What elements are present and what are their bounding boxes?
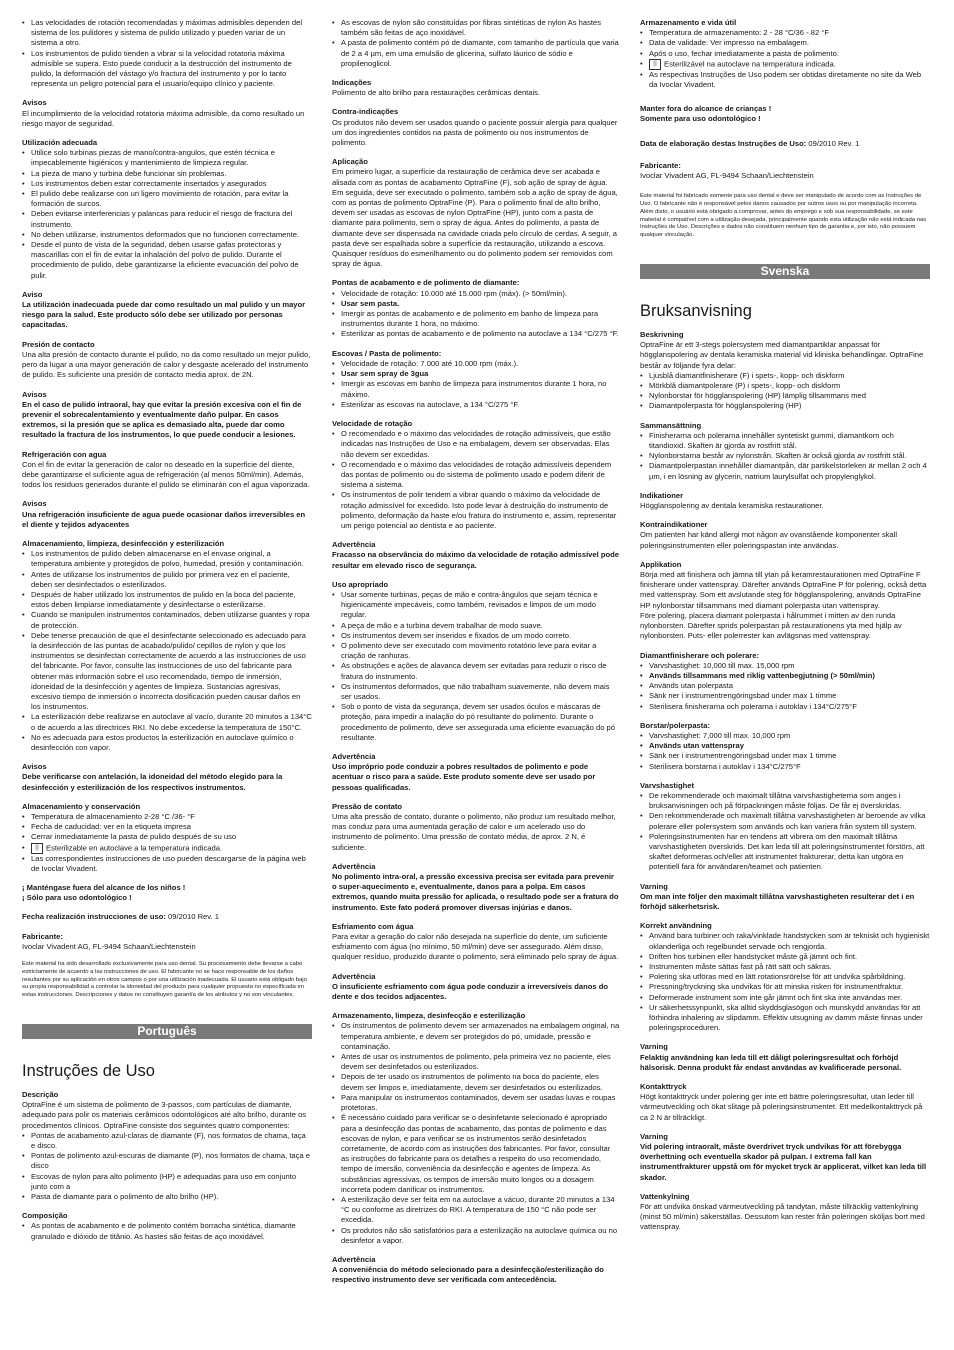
- list-item: • Velocidade de rotação: 10.000 até 15.000 rpm (máx). (> 50ml/min).: [332, 289, 620, 299]
- heading-advertencia: Advertência: [332, 540, 376, 550]
- heading-esfriamento: Esfriamento com água: [332, 921, 414, 931]
- list-descricao: [22, 1131, 312, 1202]
- list-item: [640, 59, 930, 70]
- paragraph: Os produtos não devem ser usados quando o paciente possuir alergia para qualquer um dos ingredientes contidos na pasta de polimento ou nos instrumentos de polimento.: [332, 117, 618, 148]
- heading-aviso: Aviso: [22, 289, 43, 299]
- heading-diamantfinisherare: Diamantfinisherare och polerare:: [640, 650, 760, 660]
- paragraph: För att undvika önskad värmeutveckling på tandytan, måste tillräcklig vattenkylning (minst 50 ml/min) säkerställas. Dessutom kan rester från poleringen sköljas bort med vattenspray.: [640, 1202, 925, 1232]
- list-item: • El pulido debe realizarse con un ligero movimiento de rotación, para evitar la formación de surcos.: [22, 189, 312, 209]
- heading-conservacion: Almacenamiento y conservación: [22, 801, 141, 811]
- heading-indicacoes: Indicações: [332, 78, 372, 88]
- keep-away-children: Manter fora do alcance de crianças !: [640, 104, 772, 114]
- keep-away-children: ¡ Manténgase fuera del alcance de los niños !: [22, 883, 186, 893]
- heading-pontas: Pontas de acabamento e de polimento de diamante:: [332, 278, 520, 288]
- heading-descricao: Descrição: [22, 1090, 59, 1100]
- list-uso: [332, 590, 620, 743]
- list-item: • Fecha de caducidad: ver en la etiqueta impresa: [22, 822, 312, 832]
- list-composicao: [22, 1221, 312, 1241]
- list-item: • Los instrumentos de pulido tienden a vibrar si la velocidad rotatoria máxima admisible se supera. Esto puede conducir a la destrucción del instrumento de pulido, la deformación del vástago y/o fractura del instrumento y por lo tanto representa un peligro potencial para el usuario/equipo clínico y paciente.: [22, 49, 312, 90]
- heading-avisos: Avisos: [22, 98, 47, 108]
- list-item: • Após o uso, fechar imediatamente a pasta de polimento.: [640, 49, 930, 59]
- date-line: [22, 912, 312, 922]
- list-item: • Pontas de polimento azul-escuras de diamante (P), nos formatos de chama, taça e disco: [22, 1151, 312, 1171]
- list-item: • Diamantpolerpasta för högglanspolering (HP): [640, 401, 930, 411]
- paragraph: Em primeiro lugar, a superfície da restauração de cerâmica deve ser acabada e alisada com as pontas de acabamento OptraFine (F), sob ação de spray de água. Em seguida, deve ser executado o polimento, também sob a ação de spray de água, com as pontas de polimento OptraFine (P). Para o polimento final de alto brilho, devem ser usadas as escovas de nylon OptraFine (HP), junto com a pasta de diamante para polimento, sem o spray de água. Antes do polimento, a pasta de diamante deve ser dispensada na cavidade criada pelo círculo de cerdas. A seguir, a pasta deve ser espalhada sobre a superfície da restauração, utilizando a escova. Quaisquer resíduos do esmerilhamento ou do polimento podem ser removidos com spray de água.: [332, 167, 618, 269]
- warning-text: Om man inte följer den maximalt tillåtna varvshastigheten resulterar det i en förhöjd säkerhetsrisk.: [640, 891, 915, 911]
- heading-pressao: Pressão de contato: [332, 801, 403, 811]
- list-item: • Ljusblå diamantfinisherare (F) i spets-, kopp- och diskform: [640, 371, 930, 381]
- list-item: • Nylonborstarna består av nylonstrån. Skaften är också gjorda av rostfritt stål.: [640, 451, 930, 461]
- paragraph: Högt kontakttryck under polering ger inte ett bättre poleringsresultat, utan leder till värmeutveckling och ökat slitage på poleringsinstrumentet. Ett medelkontakttryck på ca 2 N är tillräckligt.: [640, 1092, 923, 1122]
- list-item: • Usar sem pasta.: [332, 299, 620, 309]
- disclaimer: Este material foi fabricado somente para uso dental e deve ser manipulado de acordo com as Instruções de Uso. O fabricante não é responsável pelos danos causados por outros usos ou por manipulação incorreta. Além disto, o usuário está obrigado a comprovar, antes do emprego e sob sua responsabilidade, se este material é compatível com a utilização desejada, principalmente quando esta utilização não está indicada nas Instruções de Uso. Descrições e dados não constituem nenhum tipo de garantia e, por isto, não possuem qualquer vinculação.: [640, 193, 927, 239]
- list-utilizacion: [22, 148, 312, 281]
- list-item: • Sterilisera borstarna i autoklav i 134°C/275°F: [640, 762, 930, 772]
- list-item: • Os instrumentos deformados, que não trabalham suavemente, não devem mais ser usados.: [332, 682, 620, 702]
- paragraph: Högglanspolering av dentala keramiska restaurationer.: [640, 501, 824, 511]
- heading-refrigeracion: Refrigeración con agua: [22, 449, 107, 459]
- list-item: • Pasta de diamante para o polimento de alto brilho (HP).: [22, 1192, 312, 1202]
- manufacturer: Ivoclar Vivadent AG, FL-9494 Schaan/Liechtenstein: [22, 941, 196, 951]
- list-item: • Después de haber utilizado los instrumentos de pulido en la boca del paciente, estos deben limpiarse inmediatamente y desinfectarse o esterilizarse.: [22, 590, 312, 610]
- list-velocidade: [332, 429, 620, 531]
- page-title: Instruções de Uso: [22, 1062, 155, 1081]
- list-item: • Para manipular os instrumentos contaminados, devem ser usadas luvas e roupas protetoras.: [332, 1093, 620, 1113]
- date-label: Data de elaboração destas Instruções de Uso:: [640, 138, 807, 148]
- list-item: • Deben evitarse interferencias y palancas para reducir el riesgo de fractura del instrumento.: [22, 209, 312, 229]
- list-item: • Antes de utilizarse los instrumentos de pulido por primera vez en el paciente, deben ser desinfectados o esterilizados.: [22, 570, 312, 590]
- paragraph: Börja med att finishera och jämna till ytan på keramrestaurationen med OptraFine F finisherare under vattenspray. Därefter används OptraFine P för polering, också detta med vattenspray. Som ett avslutande steg för högglanspolering, används OptraFine HP nylonborstar tillsammans med diamant polerpasta utan vattenspray.: [640, 570, 927, 610]
- paragraph: Con el fin de evitar la generación de calor no deseado en la superficie del diente, debe garantizarse el suficiente agua de refrigeración (al menos 50ml/min). Además, todos los residuos generados durante el pulido se eliminarán con el agua vaporizada.: [22, 459, 310, 490]
- list-item: • O recomendado e o máximo das velocidades de rotação admissíveis dependem das pontas de polimento ou do sistema de polimento usado e podem diferir de sistema a sistema.: [332, 460, 620, 491]
- list-item: • Las velocidades de rotación recomendadas y máximas admisibles dependen del sistema de los pulidores y sistema de pulido utilizado y pueden variar de un sistema a otro.: [22, 18, 312, 49]
- heading-armazenamento-vida: Armazenamento e vida útil: [640, 18, 737, 27]
- list-item: • Esterilizar as escovas na autoclave, a 134 °C/275 °F.: [332, 400, 620, 410]
- list-item: • Pontas de acabamento azul-claras de diamante (F), nos formatos de chama, taça e disco.: [22, 1131, 312, 1151]
- list-item: • Används utan polerpasta: [640, 681, 930, 691]
- list-item: • La pieza de mano y turbina debe funcionar sin problemas.: [22, 169, 312, 179]
- heading-composicao: Composição: [22, 1211, 68, 1221]
- list-speed: [22, 18, 312, 89]
- list-item: • Diamantpolerpastan innehåller diamantpån, där partikelstorleken är mellan 2 och 4 µm, i en lösning av glycerin, natrium laurylsulfat och propylenglykol.: [640, 461, 930, 481]
- list-item: • É necessário cuidado para verificar se o desinfetante selecionado é apropriado para a desinfecção das pontas de acabamento, das pontas de polimento e das escovas de nylon, e para verificar se os instrumentos serão desinfetados corretamente, de acordo com as instruções dos fabricantes. Por favor, consultar as instruções do fabricante para os detalhes a respeito do uso recomendado, tempo de imersão, conveniência da desinfecção e agentes de limpeza. As substâncias agressivas, os tempos de imersão muito longos ou a dosagem incorreta podem danificar os instrumentos.: [332, 1113, 620, 1195]
- list-item: • Finisherarna och polerarna innehåller syntetiskt gummi, diamantkorn och titandioxid. Skaften är gjorda av rostfritt stål.: [640, 431, 930, 451]
- list-item: • Deformerade instrument som inte går jämnt och fint ska inte användas mer.: [640, 993, 930, 1003]
- heading-velocidade: Velocidade de rotação: [332, 418, 413, 428]
- list-composicao-cont: [332, 18, 620, 69]
- list-item: • Usar sem spray de 3gua: [332, 369, 620, 379]
- list-item: • Sob o ponto de vista da segurança, devem ser usados óculos e máscaras de proteção, para impedir a inalação do pó resultante do polimento. Durante o procedimento de polimento, deve ser assegurada uma eficiente evacuação do pó resultante.: [332, 702, 620, 743]
- date-line: [640, 139, 930, 149]
- dental-use-only: ¡ Sólo para uso odontológico !: [22, 893, 132, 903]
- list-beskrivning: [640, 371, 930, 412]
- list-item: • Använd bara turbiner och raka/vinklade handstycken som är tekniskt och hygieniskt oklanderliga och regelbundet servade och rengjorda.: [640, 931, 930, 951]
- heading-aplicacao: Aplicação: [332, 157, 368, 167]
- list-varvshastighet: [640, 791, 930, 873]
- heading-kontakttryck: Kontakttryck: [640, 1082, 687, 1092]
- heading-fabricante: Fabricante:: [640, 160, 681, 170]
- list-korrekt: [640, 931, 930, 1033]
- list-item: • Depois de ter usado os instrumentos de polimento na boca do paciente, eles devem ser limpos e, imediatamente, devem ser desinfetados ou esterilizados.: [332, 1072, 620, 1092]
- paragraph: El incumplimiento de la velocidad rotatoria máxima admisible, da como resultado un riesgo mayor de seguridad.: [22, 108, 305, 128]
- heading-varning: Varning: [640, 1131, 668, 1141]
- date-value: 09/2010 Rev. 1: [165, 912, 219, 922]
- manufacturer: Ivoclar Vivadent AG, FL-9494 Schaan/Liechtenstein: [640, 171, 814, 181]
- warning-text: En el caso de pulido intraoral, hay que evitar la presión excesiva con el fin de prevenir el sobrecalentamiento y eventualmente daño pulpar. En casos extremos, si la presión que se aplica es demasiado alta, puede dar como resultado la fractura de los instrumentos, lo que puede conducir a lesiones.: [22, 399, 302, 440]
- list-item: • La esterilización debe realizarse en autoclave al vacío, durante 20 minutos a 134°C o de acuerdo a las directrices RKI. No debe excederse la temperatura de 150°C.: [22, 712, 312, 732]
- list-item: • Las correspondientes instrucciones de uso pueden descargarse de la página web de Ivoclar Vivadent.: [22, 854, 312, 874]
- warning-text: Fracasso na observância do máximo da velocidade de rotação admissível pode resultar em elevado risco de segurança.: [332, 550, 619, 570]
- list-sammansattning: [640, 431, 930, 482]
- list-item: • Polering ska utföras med en lätt rotationsrörelse för att undvika spårbildning.: [640, 972, 930, 982]
- list-item: • Usar somente turbinas, peças de mão e contra-ângulos que sejam técnica e higienicamente impecáveis, como também, revisados e limpos de um modo regular.: [332, 590, 620, 621]
- list-item: • Sänk ner i instrumentrengöringsbad under max 1 timme: [640, 751, 930, 761]
- list-conservacion: [22, 812, 312, 874]
- heading-vattenkylning: Vattenkylning: [640, 1191, 690, 1201]
- column-spanish-portuguese: [22, 18, 312, 1242]
- list-pontas: [332, 289, 620, 340]
- page-title: Bruksanvisning: [640, 302, 752, 321]
- list-item: • Pressning/tryckning ska undvikas för att minska risken för instrumentfraktur.: [640, 982, 930, 992]
- paragraph: OptraFine är ett 3-stegs polersystem med diamantpartiklar anpassat för högglanspolering av dentala keramiska material vid kliniska behandlingar. OptraFine består av följande fyra delar:: [640, 340, 924, 370]
- heading-kontraindikationer: Kontraindikationer: [640, 520, 708, 530]
- list-item: • Ur säkerhetssynpunkt, ska alltid skyddsglasögon och munskydd användas för att förhindra inhalering av slipdamm. Effektiv utsugning av damm måste finnas under poleringsproceduren.: [640, 1003, 930, 1034]
- list-escovas: [332, 359, 620, 410]
- warning-text: No polimento intra-oral, a pressão excessiva precisa ser evitada para prevenir o super-aquecimento e, eventualmente, danos para a polpa. Em casos extremos, quando muita pressão for aplicada, o resultado pode ser a fratura do instrumento. Este fato poderá promover diversas injúrias e danos.: [332, 872, 619, 912]
- list-item: • Escovas de nylon para alto polimento (HP) e adequadas para uso em conjunto junto com a: [22, 1172, 312, 1192]
- heading-advertencia: Advertência: [332, 971, 376, 981]
- list-item: • Sterilisera finisherarna och polerarna i autoklav i 134°C/275°F: [640, 702, 930, 712]
- heading-utilizacion: Utilización adecuada: [22, 138, 98, 148]
- heading-indikationer: Indikationer: [640, 490, 684, 500]
- heading-advertencia: Advertência: [332, 752, 376, 761]
- heading-advertencia: Advertência: [332, 1254, 376, 1264]
- list-borstar: [640, 731, 930, 772]
- paragraph: Polimento de alto brilho para restaurações cerâmicas dentais.: [332, 88, 541, 98]
- list-item: • Den rekommenderade och maximalt tillåtna varvshastigheten är beroende av vilka polerare eller polersystem som används och kan variera från system till system.: [640, 811, 930, 831]
- heading-korrekt-anvandning: Korrekt användning: [640, 921, 712, 931]
- list-item: • A esterilização deve ser feita em na autoclave a vácuo, durante 20 minutos a 134 °C ou conforme as diretrizes do RKI. A temperatura de 150 °C não pode ser excedida.: [332, 1195, 620, 1226]
- heading-avisos: Avisos: [22, 389, 47, 399]
- list-item: • Os produtos não são satisfatórios para a esterilização na autoclave química ou no desinfetor a vapor.: [332, 1226, 620, 1246]
- column-portuguese: [332, 18, 620, 1286]
- autoclave-icon: ▒: [31, 843, 43, 854]
- list-item: [22, 843, 312, 854]
- list-item: • As respectivas Instruções de Uso podem ser obtidas diretamente no site da Web da Ivoclar Vivadent.: [640, 70, 930, 90]
- list-item-text: Esterilizable en autoclave a la temperatura indicada.: [46, 843, 223, 853]
- disclaimer: Este material ha sido desarrollado exclusivamente para uso dental. Su procesamiento debe llevarse a cabo estrictamente de acuerdo a las instrucciones de uso. El fabricante no se hace responsable de los daños resultantes por su aplicación en otros campos o por una utilización inadecuada. El usuario está obligado bajo su propia responsabilidad a controlar la idoneidad del producto para cualquier propuesta no específicada en estas instrucciones. Descripciones y datos no constituyen garantía de los atributos y no son vinculantes.: [22, 961, 307, 999]
- warning-text: Debe verificarse con antelación, la idoneidad del método elegido para la desinfección y esterilización de los respectivos instrumentos.: [22, 772, 283, 792]
- warning-text: Vid polering intraoralt, måste överdrivet tryck undvikas för att förebygga överhettning och eventuella skador på pulpan. I extrema fall kan instrumentfrakturer uppstå om för mycket tryck är applicerat, vilket kan leda till skador.: [640, 1142, 927, 1182]
- paragraph: Uma alta pressão de contato, durante o polimento, não produz um resultado melhor, mas conduz para uma aumentada geração de calor e um acelerado uso do instrumento de polimento. Uma pressão de contato média, de aprox. 2 N, é suficiente.: [332, 812, 616, 852]
- heading-advertencia: Advertência: [332, 861, 376, 871]
- warning-text: Uso impróprio pode conduzir a pobres resultados de polimento e pode acentuar o risco para a saúde. Este produto somente deve ser usado por pessoas qualificadas.: [332, 762, 596, 792]
- list-item: • Desde el punto de vista de la seguridad, deben usarse gafas protectoras y mascarillas con el fin de evitar la inhalación del polvo de pulido. Durante el procedimiento de pulido, debe garantizarse la eficiente evacuación del polvo de pulir.: [22, 240, 312, 281]
- heading-varning: Varning: [640, 881, 668, 891]
- list-item: • Data de validade: Ver impresso na embalagem.: [640, 38, 930, 48]
- list-item: • Varvshastighet: 10,000 till max. 15,000 rpm: [640, 661, 930, 671]
- list-item: • Varvshastighet: 7,000 till max. 10,000 rpm: [640, 731, 930, 741]
- warning-text: La utilización inadecuada puede dar como resultado un mal pulido y un mayor riesgo para la salud. Este producto sólo debe ser utilizado por personas capacitadas.: [22, 300, 306, 330]
- heading-varvshastighet: Varvshastighet: [640, 780, 695, 790]
- list-item: • Driften hos turbinen eller handstycket måste gå jämnt och fint.: [640, 952, 930, 962]
- list-item: • Nylonborstar för högglanspolering (HP) lämplig tillsammans med: [640, 391, 930, 401]
- heading-uso-apropriado: Uso apropriado: [332, 579, 389, 589]
- list-item: • A peça de mão e a turbina devem trabalhar de modo suave.: [332, 621, 620, 631]
- date-value: 09/2010 Rev. 1: [806, 138, 860, 148]
- list-almacenamiento: [22, 549, 312, 753]
- list-item: • Cerrar inmediatamente la pasta de pulido después de su uso: [22, 832, 312, 842]
- list-diamantfinisherare: [640, 661, 930, 712]
- heading-presion: Presión de contacto: [22, 339, 95, 349]
- list-item: • Temperatura de armazenamento: 2 - 28 °C/36 - 82 °F: [640, 28, 930, 38]
- list-item: • Temperatura de almacenamiento 2-28 °C /36- °F: [22, 812, 312, 822]
- paragraph: Para evitar a geração do calor não desejada na superfície do dente, um suficiente esfriamento com água (no mínimo, 50 ml/min) deve ser assegurado. Além disso, qualquer resíduo, produzido durante o polimento, será eliminado pelo spray de água.: [332, 932, 619, 962]
- list-item: • Antes de usar os instrumentos de polimento, pela primeira vez no paciente, eles devem ser desinfetados ou esterilizados.: [332, 1052, 620, 1072]
- heading-armazenamento: Armazenamento, limpeza, desinfecção e esterilização: [332, 1011, 526, 1021]
- list-item: • Poleringsinstrumenten har en tendens att vibrera om den maximalt tillåtna varvshastigheten överskrids. Det kan leda till att poleringsinstrumentet förstörs, att skaftet deformeras och/eller att instrumentet frakturerar, detta kan utgöra en potentiell fara för användaren/teamet och patienten.: [640, 832, 930, 873]
- list-item: • Os instrumentos devem ser inseridos e fixados de um modo correto.: [332, 631, 620, 641]
- heading-borstar: Borstar/polerpasta:: [640, 720, 711, 730]
- list-item: • As escovas de nylon são constituídas por fibras sintéticas de nylon As hastes também são feitas de aço inoxidável.: [332, 18, 620, 38]
- list-item: • As pontas de acabamento e de polimento contém borracha sintética, diamante granulado e dióxido de titânio. As hastes são feitas de aço inoxidável.: [22, 1221, 312, 1241]
- heading-avisos: Avisos: [22, 499, 47, 509]
- list-item: • O recomendado e o máximo das velocidades de rotação admissíveis, que estão indicadas nas Instruções de Uso e na embalagem, devem ser observadas. Elas não devem ser excedidas.: [332, 429, 620, 460]
- list-item: • No es adecuada para estos productos la esterilización en autoclave químico o desinfección con vapor.: [22, 733, 312, 753]
- list-item: • Esterilizar as pontas de acabamento e de polimento na autoclave a 134 °C/275 °F.: [332, 329, 620, 339]
- list-item: • Los instrumentos de pulido deben almacenarse en el envase original, a temperatura ambiente y protegidos de polvo, humedad, presión y contaminación.: [22, 549, 312, 569]
- paragraph: Före polering, placera diamant polerpasta i hålrummet i mitten av den runda nylonborsten. Därefter sprids polerpastan på restaurationens yta med hjälp av nylonborsten. Puts- eller polerrester kan avlägsnas med vattenspray.: [640, 610, 902, 641]
- heading-varning: Varning: [640, 1042, 668, 1052]
- list-item: • No deben utilizarse, instrumentos deformados que no funcionen correctamente.: [22, 230, 312, 240]
- list-item: • Os instrumentos de polir tendem a vibrar quando o máximo da velocidade de rotação admissível for excedido. Isto pode levar à destruição do instrumento de polimento, deformação da haste e/ou fratura do instrumento e, assim, representar um perigo potencial ao dentista e ao paciente.: [332, 490, 620, 531]
- list-item: • Los instrumentos deben estar correctamente insertados y asegurados: [22, 179, 312, 189]
- language-bar-portuguese: Português: [22, 1024, 312, 1039]
- heading-avisos: Avisos: [22, 762, 47, 772]
- heading-contra-indicacoes: Contra-indicações: [332, 107, 399, 117]
- column-portuguese-swedish: [640, 18, 930, 1233]
- warning-text: Una refrigeración insuficiente de agua puede ocasionar daños irreversibles en el diente y tejidos adyacentes: [22, 509, 306, 529]
- list-item: • Utilice solo turbinas piezas de mano/contra-angulos, que estén técnica e impecablemente higiénicos y mantenimiento de limpieza regular.: [22, 148, 312, 168]
- heading-fabricante: Fabricante:: [22, 931, 63, 941]
- list-item: • De rekommenderade och maximalt tillåtna varvshastigheterna som anges i bruksanvisningen och på förpackningen måste följas. De får ej överskridas.: [640, 791, 930, 811]
- list-item: • Velocidade de rotação: 7.000 até 10.000 rpm (máx.).: [332, 359, 620, 369]
- list-item: • Cuando se manipulen instrumentos contaminados, deben utilizarse guantes y ropa de protección.: [22, 610, 312, 630]
- language-bar-swedish: Svenska: [640, 264, 930, 279]
- list-item-text: Esterilizável na autoclave na temperatura indicada.: [664, 59, 836, 69]
- list-item: • Mörkblå diamantpolerare (P) i spets-, kopp- och diskform: [640, 381, 930, 391]
- list-item: • Används tillsammans med riklig vattenbegjutning (> 50ml/min): [640, 671, 930, 681]
- heading-beskrivning: Beskrivning: [640, 330, 684, 340]
- heading-sammansattning: Sammansättning: [640, 420, 702, 430]
- paragraph: OptraFine é um sistema de polimento de 3-passos, com partículas de diamante, adequado para polir os materiais cerâmicos odontológicos até alto brilho, durante os procedimentos clínicos. OptraFine consiste dos seguintes quatro componentes:: [22, 1100, 307, 1130]
- list-armazenamento: [332, 1021, 620, 1245]
- list-item: • Används utan vattenspray: [640, 741, 930, 751]
- list-item: • Debe tenerse precaución de que el desinfectante seleccionado es adecuado para la desinfección de las puntas de acabado/pulido/ cepillos de nylon y que los instrumentos se desinfectan correctamente de acuerdo a las instrucciones de uso del fabricante. Por favor, consulte las instrucciones de uso del fabricante para obtener más información sobre el uso recomendado, tiempo de inmersión, idoneidad de la desinfección y agentes de limpieza. Sustancias agresivas, excesivo tiempo de inmersión o incorrecta dosificación pueden causar daños en los instrumentos.: [22, 631, 312, 713]
- heading-applikation: Applikation: [640, 559, 682, 569]
- list-item: • Instrumenten måste sättas fast på rätt sätt och säkras.: [640, 962, 930, 972]
- list-item: • Os instrumentos de polimento devem ser armazenados na embalagem original, na temperatura ambiente, e devem ser protegidos do pó, umidade, pressão e contaminação.: [332, 1021, 620, 1052]
- list-item: • Imergir as pontas de acabamento e de polimento em banho de limpeza para instrumentos durante 1 hora, no máximo.: [332, 309, 620, 329]
- date-label: Fecha realización instrucciones de uso:: [22, 912, 166, 922]
- list-item: • A pasta de polimento contém pó de diamante, com tamanho de partícula que varia de 2 a 4 µm, em uma emulsão de glicerina, sulfato láurico de sódio e propilenoglicol.: [332, 38, 620, 69]
- list-armazenamento-vida: [640, 28, 930, 90]
- paragraph: Om patienten har känd allergi mot någon av ovanstående komponenter skall poleringsinstrumenten eller poleringspastan inte användas.: [640, 530, 898, 550]
- list-item: • As obstruções e ações de alavanca devem ser evitadas para reduzir o risco de fratura do instrumento.: [332, 661, 620, 681]
- warning-text: A conveniência do método selecionado para a desinfecção/esterilização do respectivo instrumento deve ser verificada com antecedência.: [332, 1265, 604, 1285]
- paragraph: Una alta presión de contacto durante el pulido, no da como resultado un mejor pulido, pero da lugar a una mayor generación de calor y desgaste acelerado del instrumento de pulido. Es suficiente una presión de contacto media aprox. de 2N.: [22, 349, 311, 380]
- list-item: • O polimento deve ser executado com movimento rotatório leve para evitar a criação de ranhuras.: [332, 641, 620, 661]
- warning-text: O insuficiente esfriamento com água pode conduzir a irreversíveis danos do dente e dos tecidos adjacentes.: [332, 981, 608, 1002]
- warning-text: Felaktig användning kan leda till ett dåligt poleringsresultat och förhöjd hälsorisk. Denna produkt får endast användas av kvalificerade personal.: [640, 1052, 902, 1072]
- dental-use-only: Somente para uso odontológico !: [640, 114, 761, 124]
- heading-escovas: Escovas / Pasta de polimento:: [332, 348, 442, 358]
- heading-almacenamiento: Almacenamiento, limpieza, desinfección y esterilización: [22, 538, 225, 548]
- list-item: • Sänk ner i instrumentrengöringsbad under max 1 timme: [640, 691, 930, 701]
- autoclave-icon: ▒: [649, 59, 661, 70]
- list-item: • Imergir as escovas em banho de limpeza para instrumentos durante 1 hora, no máximo.: [332, 379, 620, 399]
